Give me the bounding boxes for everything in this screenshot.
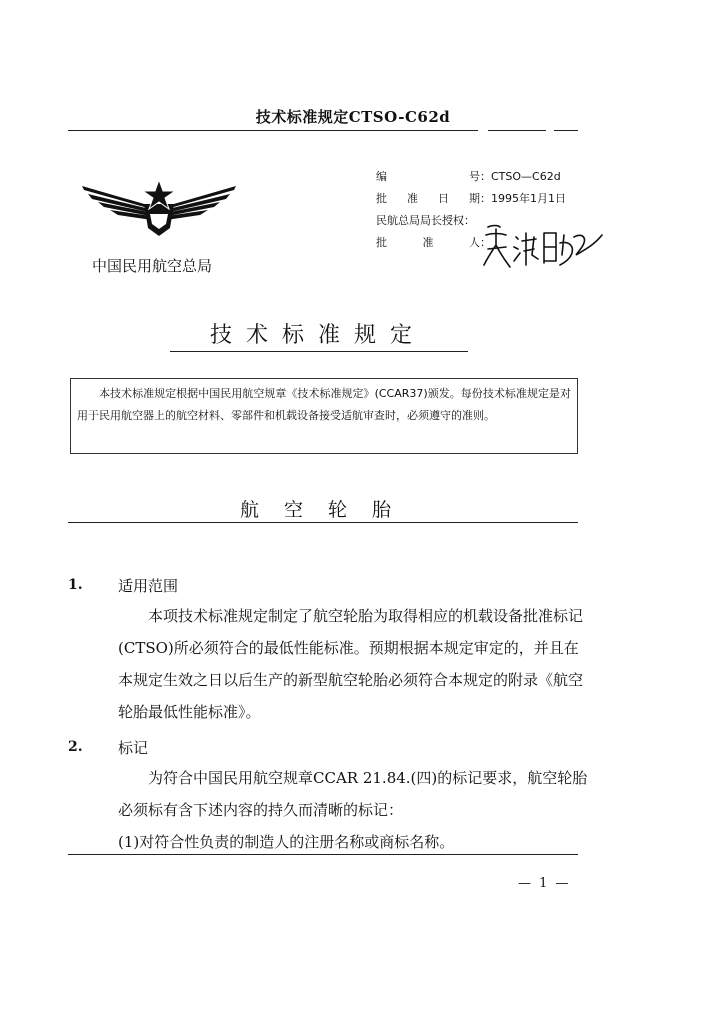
subject-title: 航空轮胎 bbox=[240, 499, 417, 521]
meta-value: 1995年1月1日 bbox=[491, 192, 566, 205]
header-rule bbox=[68, 130, 578, 131]
handwritten-signature bbox=[478, 215, 608, 275]
meta-row-date: 批 准 日 期 ： 1995年1月1日 bbox=[376, 188, 566, 210]
subject-rule bbox=[68, 522, 578, 523]
section-number: 2. bbox=[68, 739, 83, 755]
meta-key: 民航总局局长授权 bbox=[376, 214, 464, 227]
meta-row-number: 编 号 ： CTSO—C62d bbox=[376, 166, 566, 188]
section-body: 为符合中国民用航空规章CCAR 21.84.(四)的标记要求，航空轮胎必须标有含下述内容的持久而清晰的标记： bbox=[118, 769, 588, 819]
meta-key: 批 准 日 期 bbox=[376, 192, 480, 205]
section-heading: 标记 bbox=[118, 739, 149, 757]
footer-rule bbox=[68, 854, 578, 855]
meta-value: CTSO—C62d bbox=[491, 170, 561, 183]
preface-box: 本技术标准规定根据中国民用航空规章《技术标准规定》(CCAR37)颁发。每份技术标准规定是对用于民用航空器上的航空材料、零部件和机载设备接受适航审查时，必须遵守的准则。 bbox=[70, 378, 578, 454]
meta-key: 批 准 人 bbox=[376, 236, 480, 249]
meta-key: 编 号 bbox=[376, 170, 480, 183]
caac-emblem-icon bbox=[78, 178, 240, 238]
document-title: 技术标准规定 bbox=[210, 323, 427, 348]
section-number: 1. bbox=[68, 577, 83, 593]
header-title: 技术标准规定CTSO-C62d bbox=[255, 108, 451, 126]
meta-row-authorization: 民航总局局长授权 ： bbox=[376, 210, 566, 232]
title-rule bbox=[170, 351, 468, 352]
meta-row-approver: 批 准 人 ： bbox=[376, 232, 566, 254]
section-list-item: (1)对符合性负责的制造人的注册名称或商标名称。 bbox=[118, 833, 455, 851]
section-heading: 适用范围 bbox=[118, 577, 179, 595]
header-rule-gap bbox=[546, 128, 554, 133]
section-body: 本项技术标准规定制定了航空轮胎为取得相应的机载设备批准标记(CTSO)所必须符合的最低性能标准。预期根据本规定审定的，并且在本规定生效之日以后生产的新型航空轮胎必须符合本规定的附录《航空轮胎最低性能标准》。 bbox=[118, 607, 584, 721]
page-number: — 1 — bbox=[518, 876, 571, 891]
organization-name: 中国民用航空总局 bbox=[92, 257, 213, 275]
header-rule-gap bbox=[478, 128, 488, 133]
